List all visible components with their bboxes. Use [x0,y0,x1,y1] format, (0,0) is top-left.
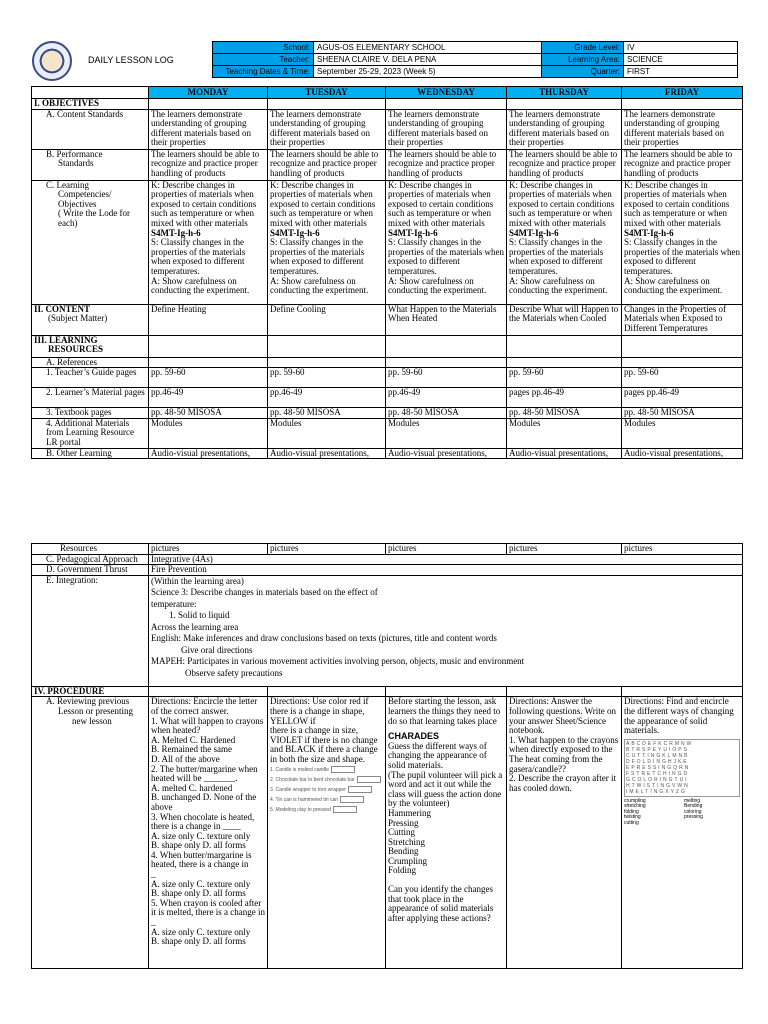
word-search-grid: ABCDEFKCRMNW BTRSPEYUIOPS CUTTINGKLMNB DFOLDINGHJKE EPRESSINGQRN FSTRETCHINGD GCOLORINGTUI HTWISTINGVWN IMELTINGXYZG [624,739,740,797]
day-wednesday: WEDNESDAY [386,87,507,99]
tb-cell: pp. 48-50 MISOSA [386,408,507,419]
content-standards-label: A. Content Standards [32,109,149,149]
competencies-cell: K: Describe changes in properties of materials when exposed to certain conditions such as temperature or when mixed with other materials S4MT-Ig-h-6 S: Classify changes in the properties of the materials when exposed to different temperatures. A: Show carefulness on conducting the experiment. [268,180,386,304]
content-standards-cell: The learners demonstrate understanding of grouping different materials based on their properties [622,109,743,149]
day-header-blank [32,87,149,99]
log-title: DAILY LESSON LOG [88,55,174,65]
content-standards-cell: The learners demonstrate understanding of grouping different materials based on their properties [507,109,622,149]
review-wednesday: Before starting the lesson, ask learners the things they need to do so that learning takes place CHARADES Guess the different ways of changing the appearance of solid materials. (The pupil volunteer will pick a word and act it out while the class will guess the action done by the volunteer) Hammering Pressing Cutting Stretching Bending Crumpling Folding Can you identify the changes that took place in the appearance of solid materials after applying these actions? [386,697,507,969]
content-standards-row [32,109,743,149]
quarter-value: FIRST [624,66,738,78]
content-standards-cell: The learners demonstrate understanding of grouping different materials based on their properties [149,109,268,149]
word-list: crumpling melting stretching Bending folding coloring twisting pressing cutting [624,797,703,826]
school-value: AGUS-OS ELEMENTARY SCHOOL [314,42,542,54]
lm-cell: pages pp.46-49 [507,388,622,408]
lesson-table-page1 [31,86,743,459]
competencies-cell: K: Describe changes in properties of materials when exposed to certain conditions such as temperature or when mixed with other materials S4MT-Ig-h-6 S: Classify changes in the properties of the materials when exposed to different temperatures. A: Show carefulness on conducting the experiment. [622,180,743,304]
worksheet-item: 1. Candle is melted candle [270,765,383,775]
tg-cell: pp. 59-60 [149,368,268,388]
additional-row [32,418,743,448]
content-standards-cell: The learners demonstrate understanding of grouping different materials based on their properties [268,109,386,149]
header-info-table [212,41,738,78]
review-thursday: Directions: Answer the following questions. Write on your answer Sheet/Science notebook. 1. What happen to the crayons when directly exposed to the The heat coming from the gasera/candle?? 2. Describe the crayon after it has cooled down. [507,697,622,969]
area-value: SCIENCE [624,54,738,66]
performance-standards-cell: The learners should be able to recognize and practice proper handling of products [622,149,743,180]
review-tuesday: Directions: Use color red if there is a change in shape, YELLOW if there is a change in size, VIOLET if there is no change and BLACK if there a change in both the size and shape. 1. Candle is melted candle 2. Chocolate bar to bent chocolate bar 3. Candle wrapper to torn wrapper 4. Tin can is hammered tin can 5. Modeling clay to pressed [268,697,386,969]
review-label: A. Reviewing previous Lesson or presenting new lesson [32,697,149,969]
government-row [32,565,743,576]
competencies-row [32,180,743,304]
resources-heading: III. LEARNING RESOURCES [32,335,149,357]
tg-cell: pp. 59-60 [268,368,386,388]
procedure-heading: IV. PROCEDURE [32,686,149,697]
other-cell: Audio-visual presentations, [386,448,507,459]
performance-standards-cell: The learners should be able to recognize and practice proper handling of products [507,149,622,180]
school-label: School: [213,42,314,54]
additional-cell: Modules [622,418,743,448]
tb-cell: pp. 48-50 MISOSA [268,408,386,419]
government-label: D. Government Thrust [32,565,149,576]
worksheet-item: 5. Modeling clay to pressed [270,805,383,815]
resources-heading-row [32,335,743,357]
pictures-cell: pictures [268,544,386,555]
pictures-cell: pictures [507,544,622,555]
performance-standards-cell: The learners should be able to recognize and practice proper handling of products [386,149,507,180]
additional-cell: Modules [507,418,622,448]
review-monday: Directions: Encircle the letter of the correct answer. 1. What will happen to crayons when heated? A. Melted C. Hardened B. Remained the same D. All of the above 2. The butter/margarine when heated will be _______. A. melted C. hardened B. unchanged D. None of the above 3. When chocolate is heated, there is a change in ____ A. size only C. texture only B. shape only D. all forms 4. When butter/margarine is heated, there is a change in _ A. size only C. texture only B. shape only D. all forms 5. When crayon is cooled after it is melted, there is a change in _ A. size only C. texture only B. shape only D. all forms [149,697,268,969]
pedagogical-label: C. Pedagogical Approach [32,554,149,565]
tb-cell: pp. 48-50 MISOSA [149,408,268,419]
content-row [32,304,743,335]
other-cell: Audio-visual presentations, [149,448,268,459]
procedure-heading-row [32,686,743,697]
lm-cell: pages pp.46-49 [622,388,743,408]
government-value: Fire Prevention [149,565,743,576]
tb-cell: pp. 48-50 MISOSA [507,408,622,419]
content-tuesday: Define Cooling [268,304,386,335]
additional-cell: Modules [149,418,268,448]
other-row [32,448,743,459]
color-worksheet [270,765,383,815]
worksheet-item: 3. Candle wrapper to torn wrapper [270,785,383,795]
integration-label: E. Integration: [32,575,149,686]
other-cell: Audio-visual presentations, [507,448,622,459]
objectives-heading: I. OBJECTIVES [32,99,149,110]
grade-value: IV [624,42,738,54]
tb-cell: pp. 48-50 MISOSA [622,408,743,419]
integration-value: (Within the learning area) Science 3: Describe changes in materials based on the effect of temperature: 1. Solid to liquid Across the learning area English: Make inferences and draw conclusions based on texts (pictures, title and content words Give oral directions MAPEH: Participates in various movement activities involving person, objects, music and environment Observe safety precautions [149,575,743,686]
other-label: B. Other Learning [32,448,149,459]
teacher-label: Teacher: [213,54,314,66]
additional-cell: Modules [268,418,386,448]
competencies-cell: K: Describe changes in properties of materials when exposed to certain conditions such as temperature or when mixed with other materials S4MT-Ig-h-6 S: Classify changes in the properties of the materials when exposed to different temperatures. A: Show carefulness on conducting the experiment. [149,180,268,304]
resources-cont-label: Resources [32,544,149,555]
dates-label: Teaching Dates & Time: [213,66,314,78]
references-label: A. References [32,357,149,368]
day-thursday: THURSDAY [507,87,622,99]
teacher-value: SHEENA CLAIRE V. DELA PENA [314,54,542,66]
worksheet-item: 2. Chocolate bar to bent chocolate bar [270,775,383,785]
lm-row [32,388,743,408]
content-label: II. CONTENT (Subject Matter) [32,304,149,335]
lm-cell: pp.46-49 [386,388,507,408]
content-friday: Changes in the Properties of Materials when Exposed to Different Temperatures [622,304,743,335]
review-row [32,697,743,969]
performance-standards-cell: The learners should be able to recognize and practice proper handling of products [268,149,386,180]
deped-seal [32,41,72,81]
tb-label: 3. Textbook pages [32,408,149,419]
day-friday: FRIDAY [622,87,743,99]
day-header-row [32,87,743,99]
pictures-cell: pictures [149,544,268,555]
worksheet-item: 4. Tin can is hammered tin can [270,795,383,805]
area-label: Learning Area: [542,54,624,66]
competencies-cell: K: Describe changes in properties of materials when exposed to certain conditions such as temperature or when mixed with other materials S4MT-Ig-h-6 S: Classify changes in the properties of the materials when exposed to different temperatures. A: Show carefulness on conducting the experiment. [507,180,622,304]
dates-value: September 25-29, 2023 (Week 5) [314,66,542,78]
tg-cell: pp. 59-60 [507,368,622,388]
content-monday: Define Heating [149,304,268,335]
pictures-cell: pictures [622,544,743,555]
tg-row [32,368,743,388]
tg-cell: pp. 59-60 [386,368,507,388]
pedagogical-value: Integrative (4As) [149,554,743,565]
tg-label: 1. Teacher’s Guide pages [32,368,149,388]
lesson-table-page2 [31,543,743,969]
review-friday: Directions: Find and encircle the different ways of changing the appearance of solid materials. ABCDEFKCRMNW BTRSPEYUIOPS CUTTINGKLMNB DFOLDINGHJKE EPRESSINGQRN FSTRETCHINGD GCOLORINGTUI HTWISTINGVWN IMELTINGXYZG crumpling melting stretching Bending folding coloring twisting pressing cutting [622,697,743,969]
performance-standards-row [32,149,743,180]
content-thursday: Describe What will Happen to the Materials when Cooled [507,304,622,335]
other-cell: Audio-visual presentations, [622,448,743,459]
performance-standards-label: B. Performance Standards [32,149,149,180]
additional-label: 4. Additional Materials from Learning Resource LR portal [32,418,149,448]
day-monday: MONDAY [149,87,268,99]
quarter-label: Quarter: [542,66,624,78]
resources-cont-row [32,544,743,555]
lm-cell: pp.46-49 [149,388,268,408]
tb-row [32,408,743,419]
other-cell: Audio-visual presentations, [268,448,386,459]
content-wednesday: What Happen to the Materials When Heated [386,304,507,335]
lm-label: 2. Learner’s Material pages [32,388,149,408]
tg-cell: pp. 59-60 [622,368,743,388]
integration-row [32,575,743,686]
grade-label: Grade Level: [542,42,624,54]
competencies-label: C. Learning Competencies/ Objectives ( Write the Lode for each) [32,180,149,304]
pedagogical-row [32,554,743,565]
competencies-cell: K: Describe changes in properties of materials when exposed to certain conditions such as temperature or when mixed with other materials S4MT-Ig-h-6 S: Classify changes in the properties of the materials when exposed to different temperatures. A: Show carefulness on conducting the experiment. [386,180,507,304]
performance-standards-cell: The learners should be able to recognize and practice proper handling of products [149,149,268,180]
content-standards-cell: The learners demonstrate understanding of grouping different materials based on their properties [386,109,507,149]
pictures-cell: pictures [386,544,507,555]
lm-cell: pp.46-49 [268,388,386,408]
day-tuesday: TUESDAY [268,87,386,99]
additional-cell: Modules [386,418,507,448]
